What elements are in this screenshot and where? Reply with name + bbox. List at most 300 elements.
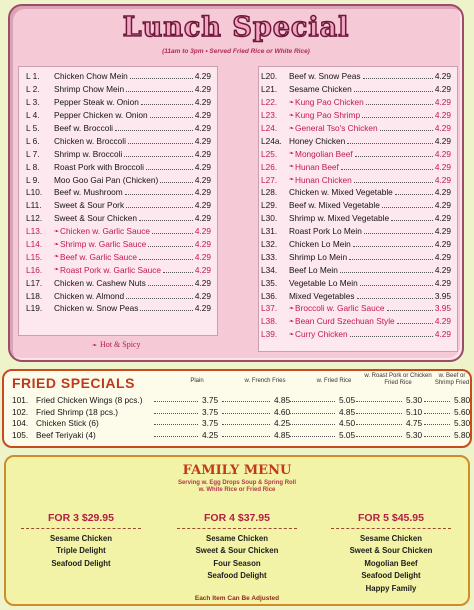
leader-dots	[222, 407, 270, 414]
fried-col-header: w. Roast Pork or Chicken Fried Rice	[364, 373, 432, 386]
menu-item-name: Broccoli w. Garlic Sauce	[295, 303, 385, 314]
menu-item-name: Pepper Chicken w. Onion	[54, 110, 148, 121]
menu-item-row	[19, 147, 217, 160]
fried-item-price: 3.75	[202, 418, 219, 428]
menu-item-number: L27.	[261, 174, 278, 185]
menu-item-name: Roast Pork with Broccoli	[54, 161, 144, 172]
family-set-item: Happy Family	[365, 583, 417, 593]
pepper-icon: ❧	[54, 254, 60, 261]
fried-item-name: Chicken Stick (6)	[36, 418, 99, 428]
menu-item-number: L18.	[26, 290, 43, 301]
menu-item-row	[259, 276, 457, 289]
menu-item-name: Shrimp w. Garlic Sauce	[60, 239, 147, 250]
menu-item-price: 4.29	[194, 277, 211, 288]
lunch-title: Lunch Special	[122, 12, 350, 43]
leader-dots	[356, 430, 402, 437]
fried-item-name: Fried Shrimp (18 pcs.)	[36, 406, 119, 417]
leader-dots	[222, 430, 270, 437]
leader-dots	[356, 407, 402, 414]
leader-dots	[354, 177, 433, 183]
fried-item-price: 5.30	[406, 395, 423, 405]
menu-item-row	[259, 173, 457, 186]
menu-item-number: L26.	[261, 161, 278, 172]
menu-item-price: 4.29	[194, 97, 211, 108]
menu-item-name: Mixed Vegetables	[289, 290, 355, 301]
leader-dots	[148, 280, 193, 286]
fried-item-number: 105.	[12, 429, 29, 440]
menu-item-name: Shrimp Lo Mein	[289, 251, 348, 262]
menu-item-price: 3.95	[434, 290, 451, 301]
menu-item-name: Sweet & Sour Pork	[54, 200, 125, 211]
spicy-legend-label: Hot & Spicy	[100, 340, 141, 349]
menu-item-price: 4.29	[434, 277, 451, 288]
menu-item-name: General Tso's Chicken	[295, 123, 378, 133]
menu-item-row	[259, 315, 457, 328]
menu-item-number: L 1.	[26, 71, 40, 82]
family-subtitle	[6, 480, 468, 494]
menu-item-name: Vegetable Lo Mein	[289, 277, 358, 288]
leader-dots	[222, 418, 270, 425]
lunch-special-panel	[8, 4, 464, 362]
leader-dots	[154, 430, 198, 437]
fried-item-row	[4, 395, 470, 406]
menu-item-name: Beef w. Broccoli	[54, 123, 114, 133]
menu-item-number: L23.	[261, 110, 278, 121]
fried-col-header: w. French Fries	[244, 378, 286, 384]
fried-item-price: 4.25	[202, 429, 219, 440]
fried-item-price: 3.75	[202, 406, 219, 417]
family-set-item: Sesame Chicken	[50, 534, 112, 543]
fried-item-price: 4.85	[339, 406, 356, 417]
menu-item-price: 4.29	[434, 226, 451, 237]
menu-item-number: L33.	[261, 251, 278, 262]
menu-item-number: L16.	[26, 264, 43, 275]
menu-item-price: 4.29	[194, 251, 211, 262]
menu-item-name: Roast Pork Lo Mein	[289, 226, 362, 237]
fried-item-price: 4.60	[274, 406, 291, 417]
menu-item-price: 4.29	[434, 110, 451, 121]
menu-item-name: Kung Pao Shrimp	[295, 110, 361, 121]
family-set-item: Four Season	[213, 558, 261, 568]
fried-item-row	[4, 407, 470, 418]
leader-dots	[141, 99, 193, 105]
menu-item-number: L39.	[261, 329, 278, 340]
leader-dots	[126, 293, 193, 299]
menu-item-number: L15.	[26, 251, 43, 262]
menu-item-name: Beef w. Mushroom	[54, 187, 123, 198]
menu-item-number: L31.	[261, 226, 278, 237]
menu-item-price: 4.29	[434, 264, 451, 275]
family-set-price: FOR 4 $37.95	[204, 512, 270, 524]
fried-item-price: 5.80	[454, 395, 471, 405]
menu-item-row	[259, 289, 457, 302]
menu-item-row	[19, 199, 217, 212]
menu-item-price: 4.29	[194, 174, 211, 185]
pepper-icon: ❧	[92, 343, 98, 349]
fried-item-price: 4.75	[406, 418, 423, 428]
fried-item-price: 5.10	[406, 406, 423, 417]
family-set-price: FOR 3 $29.95	[48, 512, 114, 524]
menu-item-number: L29.	[261, 200, 278, 211]
spicy-legend	[92, 340, 140, 349]
menu-item-name: Pepper Steak w. Onion	[54, 97, 139, 108]
menu-item-number: L12.	[26, 213, 43, 224]
family-set-item: Seafood Delight	[207, 571, 267, 581]
fried-item-number: 104.	[12, 418, 29, 428]
pepper-icon: ❧	[289, 151, 295, 158]
lunch-subtitle: (11am to 3pm • Served Fried Rice or White Rice)	[162, 48, 310, 55]
menu-item-row	[259, 238, 457, 251]
menu-item-price: 4.29	[194, 290, 211, 301]
leader-dots	[347, 138, 433, 144]
leader-dots	[124, 151, 193, 157]
menu-item-price: 4.29	[194, 213, 211, 224]
menu-item-price: 4.29	[194, 135, 211, 146]
menu-item-price: 3.95	[434, 303, 451, 314]
menu-item-row	[19, 83, 217, 96]
menu-item-price: 4.29	[434, 251, 451, 262]
menu-item-name: Sesame Chicken	[289, 84, 352, 95]
menu-item-price: 4.29	[434, 174, 451, 185]
menu-item-name: Beef w. Mixed Vegetable	[289, 200, 380, 211]
leader-dots	[125, 189, 193, 195]
leader-dots	[424, 407, 450, 414]
menu-item-price: 4.29	[194, 264, 211, 275]
menu-item-row	[259, 122, 457, 135]
dashed-divider	[21, 528, 141, 529]
menu-item-number: L 4.	[26, 110, 40, 121]
leader-dots	[140, 305, 192, 311]
leader-dots	[387, 305, 433, 311]
family-menu-panel	[4, 455, 470, 606]
menu-item-row	[259, 160, 457, 173]
fried-item-price: 4.50	[339, 418, 356, 428]
menu-item-name: Shrimp w. Mixed Vegetable	[289, 213, 390, 224]
leader-dots	[163, 267, 193, 273]
menu-item-row	[19, 173, 217, 186]
menu-item-number: L17.	[26, 277, 43, 288]
menu-item-row	[19, 289, 217, 302]
menu-item-row	[19, 302, 217, 315]
menu-item-number: L 9.	[26, 174, 40, 185]
menu-item-row	[259, 199, 457, 212]
leader-dots	[353, 241, 433, 247]
leader-dots	[355, 151, 433, 157]
family-subtitle-line: w. White Rice or Fried Rice	[198, 487, 276, 493]
dashed-divider	[331, 528, 451, 529]
leader-dots	[290, 407, 335, 414]
family-set-item: Triple Delight	[56, 546, 106, 556]
fried-item-number: 101.	[12, 395, 29, 405]
leader-dots	[356, 395, 402, 402]
fried-item-price: 4.85	[274, 395, 291, 405]
leader-dots	[290, 395, 335, 402]
leader-dots	[128, 138, 193, 144]
menu-item-number: L 8.	[26, 161, 40, 172]
menu-item-name: Chicken w. Mixed Vegetable	[289, 187, 393, 198]
menu-item-number: L21.	[261, 84, 278, 95]
menu-item-name: Chicken w. Garlic Sauce	[60, 226, 150, 237]
menu-item-name: Curry Chicken	[295, 329, 348, 340]
menu-item-number: L10.	[26, 187, 43, 198]
menu-item-name: Shrimp w. Broccoli	[54, 148, 123, 159]
menu-item-price: 4.29	[434, 148, 451, 159]
menu-item-name: Chicken w. Snow Peas	[54, 303, 139, 314]
menu-item-price: 4.29	[434, 135, 451, 146]
menu-item-number: L25.	[261, 148, 278, 159]
menu-item-name: Chicken w. Cashew Nuts	[54, 277, 146, 288]
leader-dots	[126, 86, 193, 92]
menu-item-row	[259, 250, 457, 263]
leader-dots	[397, 318, 433, 324]
leader-dots	[290, 430, 335, 437]
menu-item-row	[259, 263, 457, 276]
menu-item-price: 4.29	[434, 239, 451, 250]
menu-item-number: L24a.	[261, 135, 282, 146]
menu-item-price: 4.29	[434, 329, 451, 340]
menu-item-row	[19, 225, 217, 238]
menu-item-row	[19, 186, 217, 199]
leader-dots	[357, 293, 433, 299]
menu-item-row	[19, 238, 217, 251]
menu-item-row	[259, 186, 457, 199]
lunch-left-column	[18, 66, 218, 336]
fried-specials-panel	[2, 369, 472, 448]
menu-item-number: L37.	[261, 303, 278, 314]
family-subtitle-line: Serving w. Egg Drops Soup & Spring Roll	[177, 480, 297, 486]
leader-dots	[356, 418, 402, 425]
pepper-icon: ❧	[289, 164, 295, 171]
menu-item-number: L14.	[26, 239, 43, 250]
pepper-icon: ❧	[289, 125, 295, 132]
menu-item-name: Chicken Lo Mein	[289, 239, 351, 250]
fried-title: FRIED SPECIALS	[12, 375, 135, 391]
leader-dots	[354, 86, 433, 92]
menu-item-name: Roast Pork w. Garlic Sauce	[60, 264, 162, 275]
menu-item-number: L 7.	[26, 148, 40, 159]
menu-item-price: 4.29	[434, 200, 451, 211]
menu-item-name: Moo Goo Gai Pan (Chicken)	[54, 174, 159, 185]
menu-item-price: 4.29	[434, 161, 451, 172]
menu-item-row	[259, 109, 457, 122]
menu-item-row	[259, 302, 457, 315]
leader-dots	[380, 125, 433, 131]
leader-dots	[139, 215, 193, 221]
family-set-item: Sesame Chicken	[206, 534, 268, 543]
fried-item-price: 4.85	[274, 429, 291, 440]
leader-dots	[350, 331, 433, 337]
menu-item-row	[19, 134, 217, 147]
family-set-item: Mogolian Beef	[364, 558, 418, 568]
menu-item-row	[259, 225, 457, 238]
fried-item-price: 5.80	[454, 429, 471, 440]
menu-item-name: Hunan Chicken	[295, 174, 352, 185]
menu-item-price: 4.29	[194, 148, 211, 159]
menu-item-number: L22.	[261, 97, 278, 108]
menu-item-row	[259, 70, 457, 83]
menu-item-row	[19, 160, 217, 173]
menu-item-name: Sweet & Sour Chicken	[54, 213, 138, 224]
menu-item-name: Beef w. Garlic Sauce	[60, 251, 138, 262]
menu-item-number: L34.	[261, 264, 278, 275]
pepper-icon: ❧	[289, 331, 295, 338]
leader-dots	[382, 202, 433, 208]
family-title: FAMILY MENU	[182, 463, 292, 478]
fried-col-header: Plain	[190, 378, 204, 384]
leader-dots	[364, 228, 433, 234]
menu-item-price: 4.29	[434, 187, 451, 198]
fried-item-price: 4.25	[274, 418, 291, 428]
leader-dots	[150, 112, 193, 118]
family-set-column	[172, 512, 302, 583]
pepper-icon: ❧	[289, 318, 295, 325]
leader-dots	[363, 73, 433, 79]
menu-item-row	[259, 147, 457, 160]
menu-item-number: L 2.	[26, 84, 40, 95]
leader-dots	[222, 395, 270, 402]
fried-item-price: 5.60	[454, 406, 471, 417]
menu-item-price: 4.29	[194, 200, 211, 211]
leader-dots	[395, 189, 433, 195]
leader-dots	[341, 164, 433, 170]
menu-item-row	[19, 109, 217, 122]
pepper-icon: ❧	[54, 241, 60, 248]
dashed-divider	[177, 528, 297, 529]
menu-item-name: Chicken Chow Mein	[54, 71, 128, 82]
menu-item-number: L13.	[26, 226, 43, 237]
pepper-icon: ❧	[289, 99, 295, 106]
family-set-item: Sweet & Sour Chicken	[349, 546, 433, 556]
menu-item-price: 4.29	[194, 226, 211, 237]
menu-item-row	[19, 96, 217, 109]
leader-dots	[349, 254, 433, 260]
menu-item-row	[19, 122, 217, 135]
family-footer: Each Item Can Be Adjusted	[194, 595, 280, 602]
fried-item-row	[4, 418, 470, 429]
menu-item-name: Bean Curd Szechuan Style	[295, 316, 395, 327]
menu-item-row	[19, 263, 217, 276]
menu-item-number: L28.	[261, 187, 278, 198]
menu-item-name: Beef Lo Mein	[289, 264, 338, 275]
menu-item-name: Mongolian Beef	[295, 148, 353, 159]
menu-item-number: L32.	[261, 239, 278, 250]
menu-item-price: 4.29	[194, 110, 211, 121]
menu-item-price: 4.29	[434, 213, 451, 224]
menu-item-name: Chicken w. Broccoli	[54, 135, 126, 146]
menu-item-row	[19, 70, 217, 83]
menu-item-row	[259, 83, 457, 96]
menu-item-row	[259, 134, 457, 147]
menu-item-number: L11.	[26, 200, 42, 211]
menu-item-price: 4.29	[434, 316, 451, 327]
leader-dots	[424, 395, 450, 402]
menu-item-number: L20.	[261, 71, 278, 82]
family-set-column	[16, 512, 146, 570]
menu-item-price: 4.29	[434, 71, 451, 82]
leader-dots	[391, 215, 433, 221]
leader-dots	[152, 228, 193, 234]
menu-item-price: 4.29	[194, 187, 211, 198]
family-set-item: Seafood Delight	[51, 558, 111, 568]
menu-item-name: Hunan Beef	[295, 161, 339, 172]
pepper-icon: ❧	[54, 228, 60, 235]
leader-dots	[154, 418, 198, 425]
fried-item-row	[4, 430, 470, 441]
fried-item-price: 5.30	[406, 429, 423, 440]
family-set-item: Sweet & Sour Chicken	[195, 546, 279, 556]
menu-item-number: L35.	[261, 277, 278, 288]
family-set-column	[326, 512, 456, 595]
fried-col-header: w. Fried Rice	[316, 378, 352, 384]
leader-dots	[424, 430, 450, 437]
leader-dots	[290, 418, 335, 425]
pepper-icon: ❧	[289, 177, 295, 184]
fried-item-price: 5.05	[339, 429, 356, 440]
leader-dots	[148, 241, 193, 247]
fried-item-price: 3.75	[202, 395, 219, 405]
menu-item-number: L 3.	[26, 97, 40, 108]
leader-dots	[115, 125, 193, 131]
fried-item-name: Fried Chicken Wings (8 pcs.)	[36, 395, 143, 405]
menu-item-price: 4.29	[194, 71, 211, 82]
fried-item-number: 102.	[12, 406, 29, 417]
pepper-icon: ❧	[289, 305, 295, 312]
leader-dots	[154, 395, 198, 402]
family-set-item: Sesame Chicken	[360, 534, 422, 543]
leader-dots	[139, 254, 193, 260]
menu-item-number: L 5.	[26, 123, 40, 133]
menu-item-number: L36.	[261, 290, 278, 301]
menu-item-number: L38.	[261, 316, 278, 327]
menu-item-price: 4.29	[194, 84, 211, 95]
leader-dots	[146, 164, 193, 170]
menu-item-number: L24.	[261, 123, 278, 133]
menu-item-name: Chicken w. Almond	[54, 290, 125, 301]
menu-item-name: Beef w. Snow Peas	[289, 71, 361, 82]
menu-item-number: L30.	[261, 213, 278, 224]
menu-item-price: 4.29	[194, 303, 211, 314]
fried-item-price: 5.05	[339, 395, 356, 405]
pepper-icon: ❧	[289, 112, 295, 119]
menu-item-row	[19, 212, 217, 225]
leader-dots	[424, 418, 450, 425]
leader-dots	[126, 202, 193, 208]
pepper-icon: ❧	[54, 267, 60, 274]
leader-dots	[360, 280, 433, 286]
menu-item-row	[19, 276, 217, 289]
family-set-item: Seafood Delight	[361, 571, 421, 581]
menu-item-name: Honey Chicken	[289, 135, 346, 146]
fried-col-header: w. Beef or Shrimp Fried	[434, 373, 470, 386]
menu-item-number: L 6.	[26, 135, 40, 146]
menu-item-price: 4.29	[434, 123, 451, 133]
leader-dots	[340, 267, 433, 273]
menu-item-price: 4.29	[194, 239, 211, 250]
leader-dots	[362, 112, 433, 118]
menu-item-number: L19.	[26, 303, 43, 314]
leader-dots	[160, 177, 193, 183]
menu-item-row	[259, 212, 457, 225]
menu-item-price: 4.29	[434, 97, 451, 108]
fried-item-price: 5.30	[454, 418, 471, 428]
menu-item-name: Kung Pao Chicken	[295, 97, 364, 108]
menu-item-row	[19, 250, 217, 263]
family-set-price: FOR 5 $45.95	[358, 512, 424, 524]
leader-dots	[366, 99, 433, 105]
menu-item-row	[259, 96, 457, 109]
menu-item-price: 4.29	[194, 123, 211, 133]
lunch-right-column	[258, 66, 458, 352]
